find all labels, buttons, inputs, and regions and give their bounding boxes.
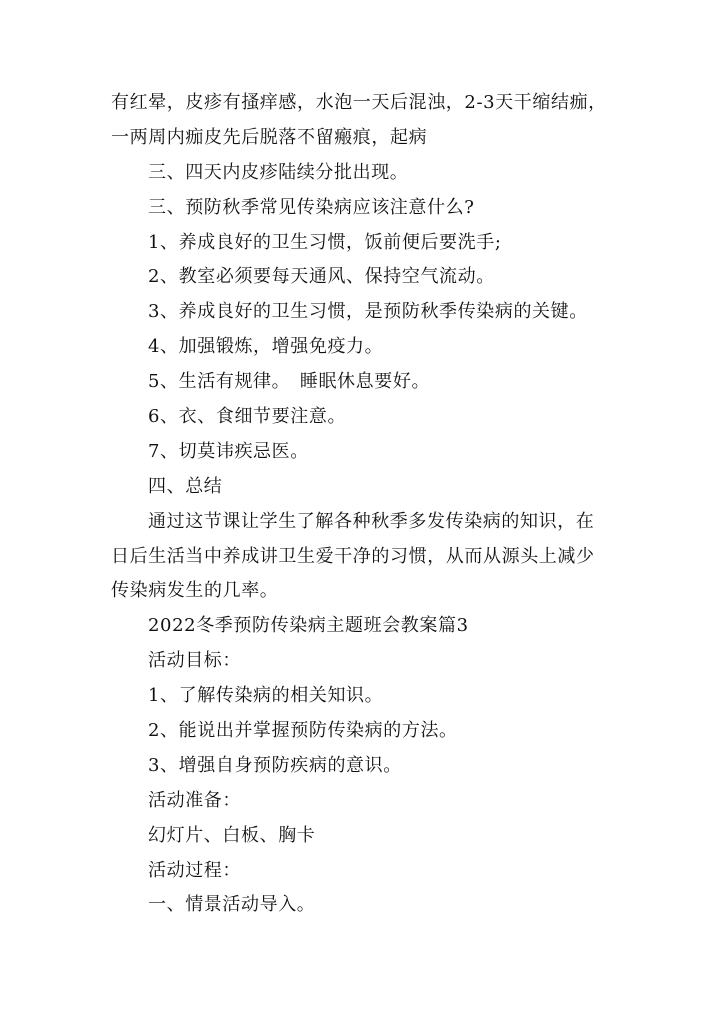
list-item: 6、衣、食细节要注意。 xyxy=(148,406,347,428)
text-line: 一两周内痂皮先后脱落不留瘢痕，起病 xyxy=(111,126,428,148)
section-heading: 四、总结 xyxy=(148,475,223,497)
text-line: 有红晕，皮疹有搔痒感，水泡一天后混浊，2-3天干缩结痂， xyxy=(111,92,607,113)
list-item: 2、能说出并掌握预防传染病的方法。 xyxy=(148,720,458,742)
section-heading: 活动过程： xyxy=(148,859,241,881)
section-heading: 三、预防秋季常见传染病应该注意什么? xyxy=(148,196,475,218)
list-item: 3、养成良好的卫生习惯，是预防秋季传染病的关键。 xyxy=(148,301,588,323)
list-item: 2、教室必须要每天通风、保持空气流动。 xyxy=(148,266,495,288)
paragraph-line: 日后生活当中养成讲卫生爱干净的习惯，从而从源头上减少 xyxy=(111,545,595,567)
paragraph-line: 通过这节课让学生了解各种秋季多发传染病的知识，在 xyxy=(148,510,595,532)
paragraph-line: 传染病发生的几率。 xyxy=(111,580,279,602)
list-item: 5、生活有规律。 睡眠休息要好。 xyxy=(148,371,431,393)
section-heading: 活动准备： xyxy=(148,789,241,811)
list-item: 7、切莫讳疾忌医。 xyxy=(148,440,309,462)
list-item: 1、养成良好的卫生习惯，饭前便后要洗手; xyxy=(148,231,502,253)
list-item: 4、加强锻炼，增强免疫力。 xyxy=(148,336,384,358)
section-heading: 活动目标： xyxy=(148,650,241,672)
text-line: 三、四天内皮疹陆续分批出现。 xyxy=(148,161,409,183)
section-heading: 一、情景活动导入。 xyxy=(148,894,316,916)
text-line: 幻灯片、白板、胸卡 xyxy=(148,824,316,846)
document-body xyxy=(111,86,611,923)
list-item: 3、增强自身预防疾病的意识。 xyxy=(148,754,402,776)
list-item: 1、了解传染病的相关知识。 xyxy=(148,685,384,707)
article-title: 2022冬季预防传染病主题班会教案篇3 xyxy=(148,615,469,637)
